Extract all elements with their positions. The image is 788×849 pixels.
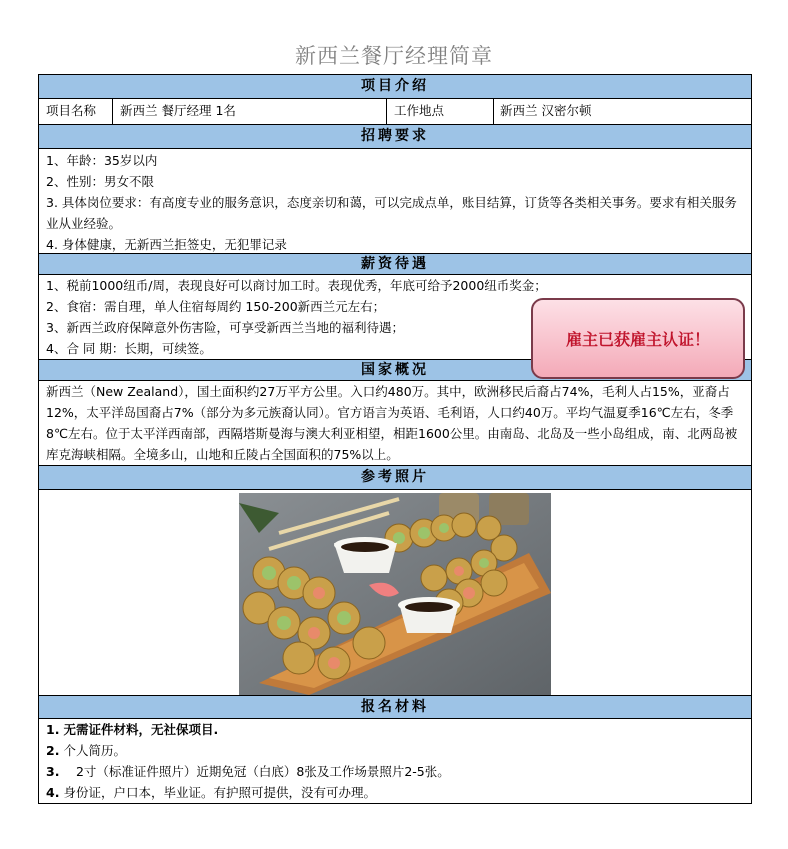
sushi-photo-image <box>239 493 551 695</box>
project-info-row <box>39 99 751 125</box>
section-header-requirements: 招聘要求 <box>39 125 751 149</box>
material-item-text: 个人简历。 <box>63 743 126 758</box>
divider <box>112 99 113 124</box>
work-location-label: 工作地点 <box>394 103 445 118</box>
section-header-project: 项目介绍 <box>39 75 751 99</box>
recruitment-sheet <box>38 74 752 804</box>
material-item-text: 无需证件材料，无社保项目. <box>63 722 219 737</box>
country-overview-text: 新西兰（New Zealand），国土面积约27万平方公里。入口约480万。其中，欧洲移民后裔占74%，毛利人占15%，亚裔占12%，太平洋岛国裔占7%（部分为多元族裔认同）。官方语言为英语、毛利语，人口约40万。平均气温夏季16℃左右，冬季8℃左右。位于太平洋西南部，西隔塔斯曼海与澳大利亚相望，相距1600公里。由南岛、北岛及一些小岛组成，南、北两岛被库克海峡相隔。全境多山，山地和丘陵占全国面积的75%以上。 <box>46 384 738 462</box>
material-item <box>46 740 746 761</box>
material-item-number: 4. <box>46 785 60 800</box>
divider <box>386 99 387 124</box>
country-body <box>39 381 751 466</box>
requirement-item: 1、年龄：35岁以内 <box>46 153 158 168</box>
salary-item: 2、食宿：需自理，单人住宿每周约 150-200新西兰元左右； <box>46 299 386 314</box>
material-item-number: 2. <box>46 743 60 758</box>
reference-photo <box>239 493 551 695</box>
document-title: 新西兰餐厅经理简章 <box>295 44 493 68</box>
requirement-item: 4. 身体健康，无新西兰拒签史，无犯罪记录 <box>46 237 287 252</box>
salary-item: 1、税前1000纽币/周，表现良好可以商讨加工时。表现优秀，年底可给予2000纽币奖金； <box>46 278 547 293</box>
employer-certified-stamp: 雇主已获雇主认证！ <box>531 298 745 379</box>
material-item <box>46 719 746 740</box>
section-header-country: 国家概况 <box>39 360 751 381</box>
section-header-salary: 薪资待遇 <box>39 254 751 275</box>
requirement-item: 2、性别：男女不限 <box>46 174 154 189</box>
section-header-materials: 报名材料 <box>39 696 751 719</box>
salary-item: 3、新西兰政府保障意外伤害险，可享受新西兰当地的福利待遇； <box>46 320 404 335</box>
material-item <box>46 761 746 782</box>
material-item-number: 3. <box>46 764 60 779</box>
salary-item: 4、合 同 期：长期，可续签。 <box>46 341 212 356</box>
material-item-text: 身份证，户口本，毕业证。有护照可提供，没有可办理。 <box>63 785 376 800</box>
divider <box>493 99 494 124</box>
material-item-text: 2寸（标准证件照片）近期免冠（白底）8张及工作场景照片2-5张。 <box>63 764 450 779</box>
project-name-value: 新西兰 餐厅经理 1名 <box>120 103 236 118</box>
requirements-body <box>39 149 751 254</box>
section-header-photo: 参考照片 <box>39 466 751 490</box>
requirement-item: 3. 具体岗位要求：有高度专业的服务意识，态度亲切和蔼，可以完成点单，账目结算，订货等各类相关事务。要求有相关服务业从业经验。 <box>46 195 737 231</box>
work-location-value: 新西兰 汉密尔顿 <box>500 103 592 118</box>
project-name-label: 项目名称 <box>46 103 97 118</box>
material-item <box>46 782 746 803</box>
material-item-number: 1. <box>46 722 60 737</box>
materials-body <box>39 719 751 803</box>
